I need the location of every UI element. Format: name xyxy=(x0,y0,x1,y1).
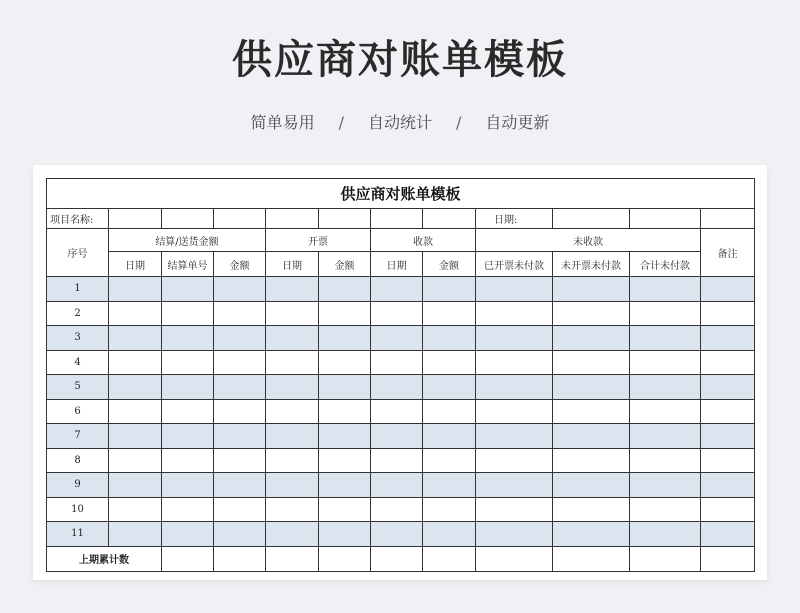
total-row xyxy=(47,546,755,571)
data-cell[interactable] xyxy=(371,497,423,522)
data-cell[interactable] xyxy=(319,375,371,400)
data-cell[interactable] xyxy=(371,277,423,302)
data-cell[interactable] xyxy=(553,326,630,351)
data-cell[interactable] xyxy=(371,424,423,449)
data-cell[interactable] xyxy=(266,277,319,302)
date-value-cell[interactable] xyxy=(553,209,630,229)
data-cell[interactable] xyxy=(109,424,162,449)
data-cell[interactable] xyxy=(553,448,630,473)
project-cell[interactable] xyxy=(109,209,162,229)
table-row xyxy=(47,497,755,522)
data-cell[interactable] xyxy=(701,277,755,302)
data-cell[interactable] xyxy=(319,522,371,547)
data-cell[interactable] xyxy=(423,497,476,522)
project-cell[interactable] xyxy=(423,209,476,229)
data-cell[interactable] xyxy=(319,497,371,522)
total-cell[interactable] xyxy=(423,546,476,571)
data-cell[interactable] xyxy=(630,497,701,522)
data-cell[interactable] xyxy=(214,497,266,522)
project-cell[interactable] xyxy=(371,209,423,229)
table-row xyxy=(47,399,755,424)
subheader-invoiced-unpaid: 已开票未付款 xyxy=(476,252,553,277)
data-cell[interactable] xyxy=(214,448,266,473)
tag-auto-update: 自动更新 xyxy=(485,113,550,132)
data-cell[interactable] xyxy=(476,424,553,449)
total-cell[interactable] xyxy=(371,546,423,571)
subheader-invoice-date: 日期 xyxy=(266,252,319,277)
data-cell[interactable] xyxy=(109,522,162,547)
data-cell[interactable] xyxy=(423,522,476,547)
data-cell[interactable] xyxy=(423,375,476,400)
row-index: 2 xyxy=(47,301,109,326)
data-cell[interactable] xyxy=(701,448,755,473)
subheader-receipt-amount: 金额 xyxy=(423,252,476,277)
subheader-invoice-amount: 金额 xyxy=(319,252,371,277)
date-label: 日期: xyxy=(476,209,553,229)
data-cell[interactable] xyxy=(266,350,319,375)
data-cell[interactable] xyxy=(162,301,214,326)
table-row xyxy=(47,473,755,498)
data-cell[interactable] xyxy=(319,350,371,375)
total-cell[interactable] xyxy=(476,546,553,571)
data-cell[interactable] xyxy=(162,448,214,473)
subheader-uninvoiced-unpaid: 未开票未付款 xyxy=(553,252,630,277)
data-cell[interactable] xyxy=(553,522,630,547)
data-cell[interactable] xyxy=(109,326,162,351)
data-cell[interactable] xyxy=(162,375,214,400)
data-cell[interactable] xyxy=(423,326,476,351)
data-cell[interactable] xyxy=(630,448,701,473)
data-cell[interactable] xyxy=(162,350,214,375)
data-cell[interactable] xyxy=(266,399,319,424)
data-cell[interactable] xyxy=(319,399,371,424)
data-cell[interactable] xyxy=(371,473,423,498)
data-cell[interactable] xyxy=(701,424,755,449)
project-name-label: 项目名称: xyxy=(47,209,109,229)
data-cell[interactable] xyxy=(162,473,214,498)
data-cell[interactable] xyxy=(214,350,266,375)
data-cell[interactable] xyxy=(162,399,214,424)
data-cell[interactable] xyxy=(266,424,319,449)
project-cell[interactable] xyxy=(214,209,266,229)
data-cell[interactable] xyxy=(701,326,755,351)
date-value-cell[interactable] xyxy=(701,209,755,229)
table-row xyxy=(47,448,755,473)
data-cell[interactable] xyxy=(371,448,423,473)
data-cell[interactable] xyxy=(319,424,371,449)
page-title: 供应商对账单模板 xyxy=(232,37,568,83)
data-cell[interactable] xyxy=(476,277,553,302)
data-cell[interactable] xyxy=(214,399,266,424)
data-cell[interactable] xyxy=(701,522,755,547)
header-receipt: 收款 xyxy=(371,229,476,252)
row-index: 10 xyxy=(47,497,109,522)
data-cell[interactable] xyxy=(214,277,266,302)
data-cell[interactable] xyxy=(371,522,423,547)
row-index: 5 xyxy=(47,375,109,400)
data-cell[interactable] xyxy=(109,277,162,302)
total-label: 上期累计数 xyxy=(47,546,162,571)
total-cell[interactable] xyxy=(214,546,266,571)
data-cell[interactable] xyxy=(266,473,319,498)
data-cell[interactable] xyxy=(630,350,701,375)
data-cell[interactable] xyxy=(423,473,476,498)
data-cell[interactable] xyxy=(109,399,162,424)
data-cell[interactable] xyxy=(109,375,162,400)
data-cell[interactable] xyxy=(476,301,553,326)
data-cell[interactable] xyxy=(214,522,266,547)
data-cell[interactable] xyxy=(266,497,319,522)
data-cell[interactable] xyxy=(701,301,755,326)
total-cell[interactable] xyxy=(266,546,319,571)
tag-auto-stat: 自动统计 xyxy=(367,113,432,132)
data-cell[interactable] xyxy=(214,301,266,326)
data-cell[interactable] xyxy=(630,399,701,424)
data-cell[interactable] xyxy=(214,473,266,498)
subheader-total-unpaid: 合计未付款 xyxy=(630,252,701,277)
data-cell[interactable] xyxy=(553,399,630,424)
header-index: 序号 xyxy=(47,229,109,277)
data-cell[interactable] xyxy=(553,277,630,302)
data-cell[interactable] xyxy=(266,522,319,547)
row-index: 1 xyxy=(47,277,109,302)
data-cell[interactable] xyxy=(266,301,319,326)
data-cell[interactable] xyxy=(630,301,701,326)
row-index: 9 xyxy=(47,473,109,498)
row-index: 7 xyxy=(47,424,109,449)
subheader-settle-no: 结算单号 xyxy=(162,252,214,277)
spreadsheet-card xyxy=(33,165,767,580)
data-cell[interactable] xyxy=(371,375,423,400)
data-cell[interactable] xyxy=(266,326,319,351)
row-index: 3 xyxy=(47,326,109,351)
data-cell[interactable] xyxy=(630,326,701,351)
data-cell[interactable] xyxy=(214,326,266,351)
header-settlement: 结算/送货金额 xyxy=(109,229,266,252)
data-cell[interactable] xyxy=(109,350,162,375)
data-cell[interactable] xyxy=(630,277,701,302)
data-cell[interactable] xyxy=(476,448,553,473)
total-cell[interactable] xyxy=(553,546,630,571)
project-cell[interactable] xyxy=(266,209,319,229)
tag-separator: / xyxy=(338,113,344,132)
table-row xyxy=(47,522,755,547)
total-cell[interactable] xyxy=(701,546,755,571)
date-value-cell[interactable] xyxy=(630,209,701,229)
data-cell[interactable] xyxy=(423,301,476,326)
row-index: 4 xyxy=(47,350,109,375)
table-row xyxy=(47,375,755,400)
header-remark: 备注 xyxy=(701,229,755,277)
tag-easy: 简单易用 xyxy=(250,113,315,132)
data-cell[interactable] xyxy=(630,473,701,498)
row-index: 6 xyxy=(47,399,109,424)
data-cell[interactable] xyxy=(701,399,755,424)
data-cell[interactable] xyxy=(162,326,214,351)
total-cell[interactable] xyxy=(319,546,371,571)
data-cell[interactable] xyxy=(701,473,755,498)
data-cell[interactable] xyxy=(423,350,476,375)
row-index: 11 xyxy=(47,522,109,547)
header-unreceived: 未收款 xyxy=(476,229,701,252)
data-cell[interactable] xyxy=(476,350,553,375)
total-cell[interactable] xyxy=(630,546,701,571)
sheet-title: 供应商对账单模板 xyxy=(47,179,755,209)
data-cell[interactable] xyxy=(423,277,476,302)
data-cell[interactable] xyxy=(476,497,553,522)
table-row xyxy=(47,424,755,449)
header-invoice: 开票 xyxy=(266,229,371,252)
data-cell[interactable] xyxy=(423,424,476,449)
data-cell[interactable] xyxy=(630,522,701,547)
subheader-settle-amount: 金额 xyxy=(214,252,266,277)
tag-separator: / xyxy=(456,113,462,132)
data-cell[interactable] xyxy=(701,497,755,522)
data-cell[interactable] xyxy=(162,497,214,522)
data-cell[interactable] xyxy=(162,277,214,302)
data-cell[interactable] xyxy=(371,399,423,424)
data-cell[interactable] xyxy=(553,424,630,449)
data-cell[interactable] xyxy=(319,277,371,302)
data-cell[interactable] xyxy=(423,399,476,424)
statement-table xyxy=(46,178,755,572)
data-cell[interactable] xyxy=(371,326,423,351)
data-cell[interactable] xyxy=(371,301,423,326)
data-cell[interactable] xyxy=(553,301,630,326)
project-cell[interactable] xyxy=(162,209,214,229)
feature-tags xyxy=(0,110,800,136)
data-cell[interactable] xyxy=(109,497,162,522)
data-cell[interactable] xyxy=(214,424,266,449)
data-cell[interactable] xyxy=(476,399,553,424)
project-cell[interactable] xyxy=(319,209,371,229)
data-cell[interactable] xyxy=(701,375,755,400)
data-cell[interactable] xyxy=(109,448,162,473)
data-cell[interactable] xyxy=(266,375,319,400)
data-cell[interactable] xyxy=(319,473,371,498)
data-cell[interactable] xyxy=(553,375,630,400)
table-row xyxy=(47,326,755,351)
table-row xyxy=(47,301,755,326)
data-cell[interactable] xyxy=(476,522,553,547)
data-cell[interactable] xyxy=(701,350,755,375)
data-cell[interactable] xyxy=(476,473,553,498)
data-cell[interactable] xyxy=(162,522,214,547)
data-cell[interactable] xyxy=(109,473,162,498)
data-cell[interactable] xyxy=(423,448,476,473)
data-cell[interactable] xyxy=(553,497,630,522)
data-cell[interactable] xyxy=(630,375,701,400)
data-cell[interactable] xyxy=(630,424,701,449)
data-cell[interactable] xyxy=(266,448,319,473)
data-cell[interactable] xyxy=(319,301,371,326)
data-cell[interactable] xyxy=(371,350,423,375)
data-cell[interactable] xyxy=(162,424,214,449)
data-cell[interactable] xyxy=(319,326,371,351)
data-cell[interactable] xyxy=(319,448,371,473)
total-cell[interactable] xyxy=(162,546,214,571)
data-cell[interactable] xyxy=(553,350,630,375)
subheader-receipt-date: 日期 xyxy=(371,252,423,277)
data-cell[interactable] xyxy=(109,301,162,326)
data-cell[interactable] xyxy=(476,375,553,400)
table-row xyxy=(47,277,755,302)
data-cell[interactable] xyxy=(476,326,553,351)
row-index: 8 xyxy=(47,448,109,473)
data-cell[interactable] xyxy=(214,375,266,400)
data-cell[interactable] xyxy=(553,473,630,498)
subheader-settle-date: 日期 xyxy=(109,252,162,277)
table-row xyxy=(47,350,755,375)
